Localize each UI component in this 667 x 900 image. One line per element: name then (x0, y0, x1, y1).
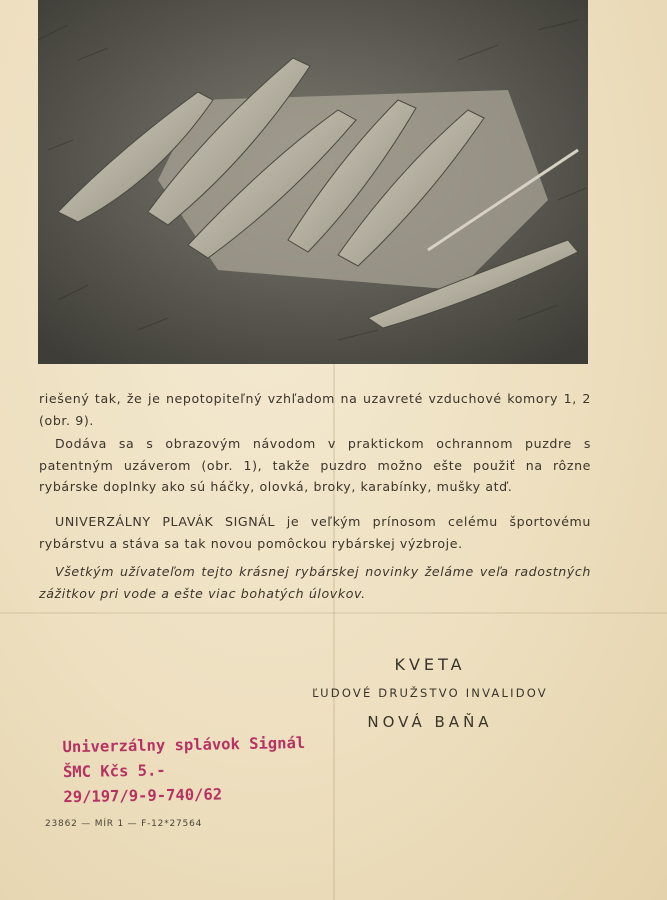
stamp-line-product: Univerzálny splávok Signál (62, 733, 306, 757)
stamp-line-price: ŠMC Kčs 5.- (62, 761, 166, 782)
paper-fold-horizontal (0, 612, 667, 614)
signature-organization: ĽUDOVÉ DRUŽSTVO INVALIDOV (312, 686, 548, 700)
paragraph-3: UNIVERZÁLNY PLAVÁK SIGNÁL je veľkým prínosom celému športovému rybárstvu a stáva sa tak novou pomôckou rybárskej výzbroje. (39, 514, 591, 551)
paragraph-4: Všetkým užívateľom tejto krásnej rybárskej novinky želáme veľa radostných zážitkov pri vode a ešte viac bohatých úlovkov. (39, 564, 591, 601)
paragraph-1: riešený tak, že je nepotopiteľný vzhľadom na uzavreté vzduchové komory 1, 2 (obr. 9). (39, 391, 591, 428)
stamp-line-code: 29/197/9-9-740/62 (63, 785, 223, 807)
fish-catch-photo-icon (38, 0, 588, 364)
signature-city: NOVÁ BAŇA (367, 713, 493, 731)
paragraph-2: Dodáva sa s obrazovým návodom v praktickom ochrannom puzdre s patentným uzáverom (obr. 1), takže puzdro možno ešte použiť na rôzne rybárske doplnky ako sú háčky, olovká, broky, karabínky, mušky atď. (39, 436, 591, 494)
price-stamp (62, 731, 313, 810)
printer-mark: 23862 — MÍR 1 — F-12*27564 (45, 819, 203, 829)
signature-name: KVETA (394, 655, 466, 674)
